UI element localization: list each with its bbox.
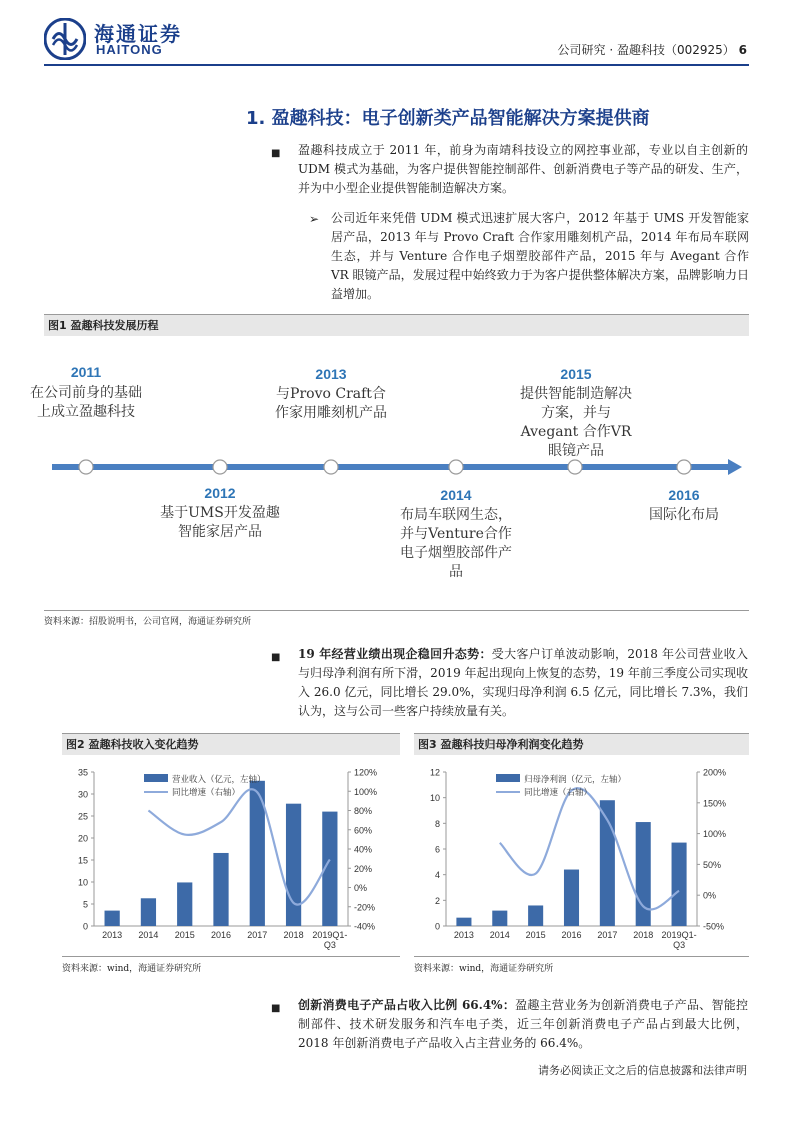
logo-english-name: HAITONG bbox=[96, 42, 163, 57]
legend-line-label: 同比增速（右轴） bbox=[524, 787, 593, 797]
bar-2018 bbox=[636, 822, 651, 926]
header-report-type: 公司研究 · 盈趣科技（002925） bbox=[557, 43, 735, 57]
fig2-source-divider bbox=[62, 956, 400, 957]
timeline-year-2015: 2015 bbox=[560, 366, 592, 382]
timeline-text-2011: 在公司前身的基础上成立盈趣科技 bbox=[30, 385, 142, 420]
timeline-year-2016: 2016 bbox=[668, 487, 700, 503]
timeline-year-2014: 2014 bbox=[440, 487, 472, 503]
fig2-title: 图2 盈趣科技收入变化趋势 bbox=[62, 733, 400, 755]
legend-bar-swatch bbox=[496, 774, 520, 782]
revenue-mix-paragraph bbox=[298, 996, 748, 1053]
left-tick-label: 20 bbox=[77, 833, 88, 844]
x-tick-label: 2019Q1- bbox=[661, 930, 697, 940]
timeline-year-2011: 2011 bbox=[70, 364, 102, 380]
right-tick-label: 20% bbox=[354, 863, 373, 874]
left-tick-label: 8 bbox=[434, 818, 440, 829]
right-tick-label: -40% bbox=[354, 921, 376, 932]
left-tick-label: 0 bbox=[434, 921, 440, 932]
right-tick-label: 100% bbox=[354, 786, 378, 797]
right-tick-label: 80% bbox=[354, 806, 373, 816]
growth-line bbox=[148, 789, 329, 904]
haitong-logo-icon bbox=[44, 18, 86, 60]
fig2-source: 资料来源：wind，海通证券研究所 bbox=[62, 964, 202, 974]
legend-bar-label: 归母净利润（亿元，左轴） bbox=[524, 774, 627, 784]
fig3-source: 资料来源：wind，海通证券研究所 bbox=[414, 964, 554, 974]
left-tick-label: 2 bbox=[434, 895, 440, 906]
left-tick-label: 12 bbox=[429, 767, 440, 778]
fig1-source: 资料来源：招股说明书，公司官网，海通证券研究所 bbox=[44, 617, 252, 627]
x-tick-label: 2018 bbox=[633, 930, 654, 940]
left-tick-label: 30 bbox=[77, 789, 88, 800]
timeline-text-2016: 国际化布局 bbox=[649, 507, 719, 523]
bar-2019Q1-Q3 bbox=[672, 843, 687, 926]
logo-chinese-name: 海通证券 bbox=[94, 22, 182, 46]
left-tick-label: 4 bbox=[434, 870, 440, 881]
fig3-source-divider bbox=[414, 956, 749, 957]
x-tick-label: 2015 bbox=[525, 930, 546, 940]
x-tick-label: 2018 bbox=[283, 930, 304, 940]
left-tick-label: 6 bbox=[434, 844, 440, 855]
x-tick-label: 2017 bbox=[597, 930, 618, 940]
timeline-node-2013 bbox=[324, 460, 338, 474]
left-tick-label: 10 bbox=[77, 877, 88, 888]
legend-bar-swatch bbox=[144, 774, 168, 782]
legend-bar-label: 营业收入（亿元，左轴） bbox=[172, 774, 266, 784]
x-tick-label: 2014 bbox=[138, 930, 159, 940]
performance-paragraph bbox=[298, 645, 748, 721]
intro-paragraph: 盈趣科技成立于 2011 年，前身为南靖科技设立的网控事业部，专业以自主创新的 UDM 模式为基础，为客户提供智能控制部件、创新消费电子等产品的研发、生产，并为中小型企业提供智能制造解决方案。 bbox=[298, 143, 748, 195]
x-tick-label: 2016 bbox=[210, 930, 232, 940]
footer-disclaimer: 请务必阅读正文之后的信息披露和法律声明 bbox=[538, 1064, 747, 1077]
right-tick-label: 150% bbox=[703, 798, 727, 809]
timeline-text-2014: 布局车联网生态，并与Venture合作电子烟塑胶部件产品 bbox=[400, 507, 512, 580]
x-tick-label: 2013 bbox=[102, 930, 123, 940]
left-tick-label: 5 bbox=[82, 899, 88, 910]
sub-bullet-paragraph: 公司近年来凭借 UDM 模式迅速扩展大客户，2012 年基于 UMS 开发智能家居产品，2013 年与 Provo Craft 合作家用雕刻机产品，2014 年布局车联网生态，并与 Venture 合作电子烟塑胶部件产品，2015 年与 Avegant 合作 VR 眼镜产品，发展过程中始终致力于为客户提供整体解决方案，品牌影响力日益增加。 bbox=[331, 211, 749, 301]
header-right bbox=[558, 41, 747, 58]
fig1-source-divider bbox=[44, 610, 749, 611]
revenue-mix-lead: 创新消费电子产品占收入比例 66.4%： bbox=[298, 998, 516, 1012]
arrow-bullet-icon: ➢ bbox=[309, 212, 320, 226]
x-tick-label: 2019Q1- bbox=[312, 930, 348, 940]
right-tick-label: 100% bbox=[703, 829, 727, 840]
right-tick-label: -20% bbox=[354, 902, 376, 913]
legend-line-label: 同比增速（右轴） bbox=[172, 787, 241, 797]
right-tick-label: 60% bbox=[354, 825, 373, 836]
x-tick-label: 2016 bbox=[561, 930, 582, 940]
timeline-year-2013: 2013 bbox=[315, 366, 347, 382]
timeline-year-2012: 2012 bbox=[204, 485, 236, 501]
left-tick-label: 35 bbox=[77, 767, 88, 778]
x-tick-label: 2014 bbox=[489, 930, 510, 940]
right-tick-label: 120% bbox=[354, 767, 378, 778]
bar-2013 bbox=[105, 911, 120, 926]
x-tick-label: 2015 bbox=[174, 930, 195, 940]
x-tick-label: Q3 bbox=[323, 940, 336, 950]
right-tick-label: -50% bbox=[703, 921, 725, 932]
bar-2018 bbox=[286, 804, 301, 926]
timeline-text-2015: 提供智能制造解决方案，并与 Avegant 合作VR眼镜产品 bbox=[520, 386, 632, 459]
bar-2015 bbox=[528, 905, 543, 926]
timeline-node-2012 bbox=[213, 460, 227, 474]
left-tick-label: 15 bbox=[77, 855, 88, 866]
right-tick-label: 0% bbox=[354, 883, 368, 893]
performance-text: 受大客户订单波动影响，2018 年公司营业收入与归母净利润有所下滑，2019 年起出现向上恢复的态势，19 年前三季度公司实现收入 26.0 亿元，同比增长 29.0%，实现归母净利润 6.5 亿元，同比增长 7.3%，我们认为，这与公司一些客户持续放量有关。 bbox=[298, 647, 748, 718]
x-tick-label: 2013 bbox=[453, 930, 474, 940]
timeline-node-2016 bbox=[677, 460, 691, 474]
bullet-square-icon: ■ bbox=[271, 652, 281, 663]
bar-2013 bbox=[456, 918, 471, 926]
right-tick-label: 200% bbox=[703, 767, 727, 778]
right-tick-label: 40% bbox=[354, 844, 373, 855]
growth-line bbox=[500, 788, 679, 909]
performance-lead: 19 年经营业绩出现企稳回升态势： bbox=[298, 647, 492, 661]
bullet-square-icon: ■ bbox=[271, 1003, 281, 1014]
right-tick-label: 0% bbox=[703, 890, 717, 901]
bar-2015 bbox=[177, 882, 192, 926]
timeline-text-2012: 基于UMS开发盈趣智能家居产品 bbox=[160, 505, 280, 540]
timeline-node-2014 bbox=[449, 460, 463, 474]
fig3-title: 图3 盈趣科技归母净利润变化趋势 bbox=[414, 733, 749, 755]
section-title: 1. 盈趣科技：电子创新类产品智能解决方案提供商 bbox=[246, 108, 650, 129]
page-number: 6 bbox=[738, 43, 747, 57]
header-divider bbox=[44, 64, 749, 66]
timeline-node-2011 bbox=[79, 460, 93, 474]
bar-2014 bbox=[141, 898, 156, 926]
left-tick-label: 25 bbox=[77, 811, 88, 822]
bar-2016 bbox=[213, 853, 228, 926]
x-tick-label: 2017 bbox=[247, 930, 268, 940]
bullet-square-icon: ■ bbox=[271, 148, 281, 159]
fig1-title: 图1 盈趣科技发展历程 bbox=[44, 314, 749, 336]
right-tick-label: 50% bbox=[703, 859, 722, 870]
bar-2016 bbox=[564, 870, 579, 926]
net-profit-chart bbox=[414, 758, 749, 954]
revenue-mix-text: 盈趣主营业务为创新消费电子产品、智能控制部件、技术研发服务和汽车电子类，近三年创新消费电子产品占到最大比例，2018 年创新消费电子产品收入占主营业务的 66.4%。 bbox=[298, 998, 748, 1050]
timeline-text-2013: 与Provo Craft合作家用雕刻机产品 bbox=[275, 386, 387, 421]
left-tick-label: 0 bbox=[82, 921, 88, 932]
bar-2014 bbox=[492, 911, 507, 926]
timeline-node-2015 bbox=[568, 460, 582, 474]
revenue-chart bbox=[62, 758, 400, 954]
left-tick-label: 10 bbox=[429, 793, 440, 804]
x-tick-label: Q3 bbox=[673, 940, 686, 950]
